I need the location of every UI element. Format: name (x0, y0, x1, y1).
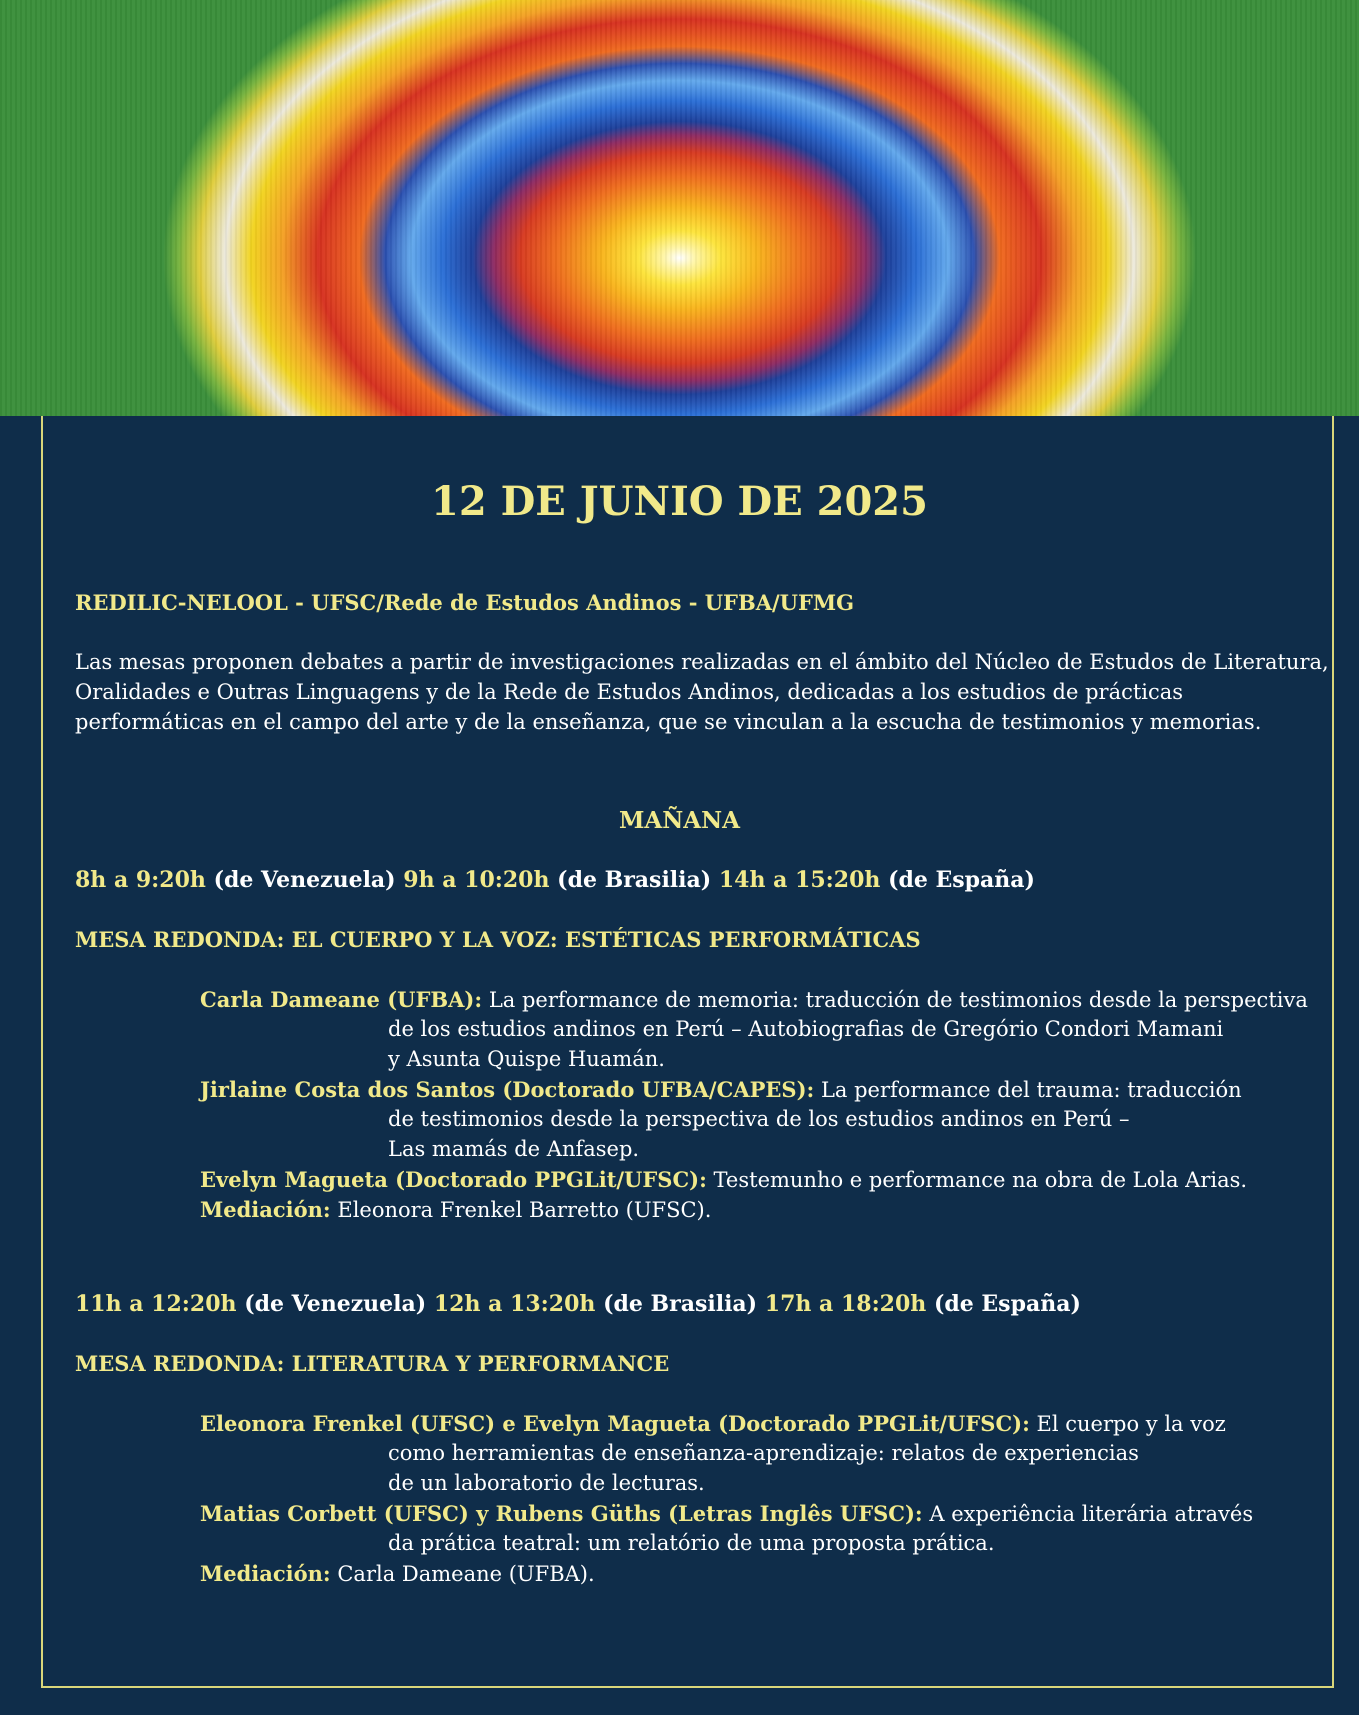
participant-name: Jirlaine Costa dos Santos (Doctorado UFBA/CAPES): (200, 1077, 815, 1102)
time-venezuela: 11h a 12:20h (75, 1291, 237, 1317)
time-espana: 17h a 18:20h (764, 1291, 927, 1317)
intro-line-1: Las mesas proponen debates a partir de investigaciones realizadas en el ámbito del Núcleo de Estudos de Literatura, (75, 650, 1329, 674)
time-brasilia: 9h a 10:20h (403, 867, 550, 893)
participant-3 (200, 1167, 1247, 1192)
date-title: 12 DE JUNIO DE 2025 (431, 478, 928, 525)
mediation-label: Mediación: (200, 1561, 331, 1586)
talk-title: La performance de memoria: traducción de testimonios desde la perspectiva (488, 988, 1308, 1012)
mesa-title-1: MESA REDONDA: EL CUERPO Y LA VOZ: ESTÉTICAS PERFORMÁTICAS (75, 927, 921, 952)
mediation-value: Eleonora Frenkel Barretto (UFSC). (337, 1198, 712, 1222)
time-brasilia: 12h a 13:20h (433, 1291, 596, 1317)
mediation-value: Carla Dameane (UFBA). (337, 1562, 595, 1586)
talk-title: El cuerpo y la voz (1036, 1412, 1226, 1436)
participant-1 (200, 1411, 1226, 1436)
time-espana: 14h a 15:20h (718, 867, 881, 893)
time-venezuela: 8h a 9:20h (75, 867, 206, 893)
talk-title-cont: Las mamás de Anfasep. (388, 1137, 640, 1161)
label-venezuela: (de Venezuela) (244, 1291, 427, 1317)
participant-name: Carla Dameane (UFBA): (200, 987, 483, 1012)
talk-title: Testemunho e performance na obra de Lola Arias. (713, 1168, 1248, 1192)
participant-2 (200, 1077, 1242, 1102)
mesa-title-2: MESA REDONDA: LITERATURA Y PERFORMANCE (75, 1351, 670, 1376)
participant-1 (200, 987, 1308, 1012)
label-brasilia: (de Brasilia) (603, 1291, 758, 1317)
participant-name: Evelyn Magueta (Doctorado PPGLit/UFSC): (200, 1167, 707, 1192)
mediation-label: Mediación: (200, 1197, 331, 1222)
session-label: MAÑANA (618, 807, 741, 834)
label-brasilia: (de Brasilia) (557, 867, 712, 893)
talk-title: A experiência literária através (929, 1502, 1254, 1526)
talk-title-cont: de testimonios desde la perspectiva de los estudios andinos en Perú – (388, 1107, 1130, 1131)
talk-title-cont: de un laboratorio de lecturas. (388, 1471, 705, 1495)
participant-name: Eleonora Frenkel (UFSC) e Evelyn Magueta (Doctorado PPGLit/UFSC): (200, 1411, 1030, 1436)
talk-title-cont: da prática teatral: um relatório de uma proposta prática. (388, 1531, 995, 1555)
intro-line-3: performáticas en el campo del arte y de la enseñanza, que se vinculan a la escucha de testimonios y memorias. (75, 710, 1262, 734)
label-espana: (de España) (933, 1291, 1081, 1317)
participant-name: Matias Corbett (UFSC) y Rubens Güths (Letras Inglês UFSC): (200, 1501, 923, 1526)
rainbow-circles-painting (0, 0, 1359, 416)
talk-title-cont: como herramientas de enseñanza-aprendizaje: relatos de experiencias (388, 1441, 1139, 1465)
label-venezuela: (de Venezuela) (213, 867, 396, 893)
talk-title: La performance del trauma: traducción (820, 1078, 1242, 1102)
mediation-2 (200, 1561, 595, 1586)
schedule-line-1 (75, 867, 1035, 893)
talk-title-cont: y Asunta Quispe Huamán. (388, 1047, 665, 1071)
organizers-line: REDILIC-NELOOL - UFSC/Rede de Estudos Andinos - UFBA/UFMG (75, 590, 855, 615)
mediation-1 (200, 1197, 711, 1222)
schedule-line-2 (75, 1291, 1081, 1317)
intro-line-2: Oralidades e Outras Linguagens y de la Rede de Estudos Andinos, dedicadas a los estudios de prácticas (75, 680, 1184, 704)
participant-2 (200, 1501, 1253, 1526)
label-espana: (de España) (888, 867, 1035, 893)
talk-title-cont: de los estudios andinos en Perú – Autobiografias de Gregório Condori Mamani (388, 1017, 1224, 1041)
